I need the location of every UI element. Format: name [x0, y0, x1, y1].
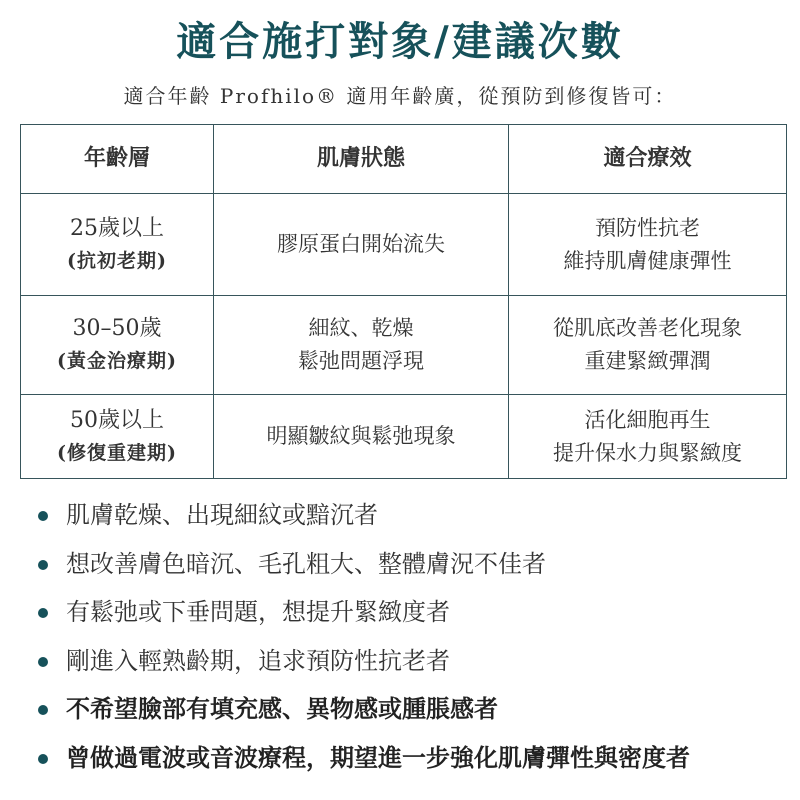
age-stage: (黃金治療期): [57, 350, 177, 373]
age-cell: [21, 193, 214, 296]
list-item-text: 有鬆弛或下垂問題，想提升緊緻度者: [66, 598, 450, 626]
list-item-text: 不希望臉部有填充感、異物感或腫脹感者: [66, 694, 498, 723]
condition-cell: [214, 395, 509, 479]
bullet-dot-icon: [38, 705, 48, 715]
effect-line: 提升保水力與緊緻度: [553, 440, 742, 465]
table-row: [21, 395, 787, 479]
bullet-dot-icon: [38, 560, 48, 570]
table-header-row: [21, 125, 787, 194]
effect-line: 預防性抗老: [595, 215, 700, 240]
list-item-text: 想改善膚色暗沉、毛孔粗大、整體膚況不佳者: [66, 549, 546, 578]
condition-line: 明顯皺紋與鬆弛現象: [266, 424, 456, 449]
table-row: [21, 296, 787, 395]
age-cell: [21, 296, 214, 395]
page-subtitle: 適合年齡 Profhilo® 適用年齡廣，從預防到修復皆可：: [123, 84, 677, 108]
effect-cell: [509, 395, 787, 479]
header-treatment-effect: 適合療效: [509, 125, 787, 194]
bullet-dot-icon: [38, 754, 48, 764]
table-row: [21, 193, 787, 296]
age-treatment-table: [20, 124, 787, 479]
list-item: [0, 589, 800, 638]
effect-line: 重建緊緻彈潤: [584, 349, 711, 374]
effect-line: 從肌底改善老化現象: [553, 316, 742, 341]
list-item-text: 曾做過電波或音波療程，期望進一步強化肌膚彈性與密度者: [66, 742, 690, 772]
list-item-text: 剛進入輕熟齡期，追求預防性抗老者: [66, 646, 450, 675]
list-item: [0, 541, 800, 590]
list-item: [0, 638, 800, 687]
condition-cell: [214, 296, 509, 395]
bullet-dot-icon: [38, 608, 48, 618]
age-range: 50歲以上: [70, 407, 164, 433]
condition-line: 鬆弛問題浮現: [298, 349, 424, 374]
list-item: [0, 492, 800, 541]
header-skin-condition: 肌膚狀態: [214, 125, 509, 194]
condition-line: 膠原蛋白開始流失: [277, 232, 445, 256]
age-range: 30–50歲: [72, 316, 162, 342]
suitable-candidates-list: [0, 492, 800, 783]
effect-cell: [509, 296, 787, 395]
condition-cell: [214, 193, 509, 296]
list-item-text: 肌膚乾燥、出現細紋或黯沉者: [66, 501, 378, 529]
list-item: [0, 686, 800, 735]
age-stage: (修復重建期): [57, 441, 177, 464]
effect-cell: [509, 193, 787, 296]
condition-line: 細紋、乾燥: [308, 316, 414, 341]
age-cell: [21, 395, 214, 479]
effect-line: 活化細胞再生: [584, 407, 711, 432]
age-stage: (抗初老期): [67, 249, 167, 272]
effect-line: 維持肌膚健康彈性: [563, 248, 732, 273]
bullet-dot-icon: [38, 511, 48, 521]
list-item: [0, 735, 800, 784]
page-title: 適合施打對象/建議次數: [176, 18, 624, 65]
age-range: 25歲以上: [70, 215, 164, 241]
header-age-group: 年齡層: [21, 125, 214, 194]
bullet-dot-icon: [38, 657, 48, 667]
